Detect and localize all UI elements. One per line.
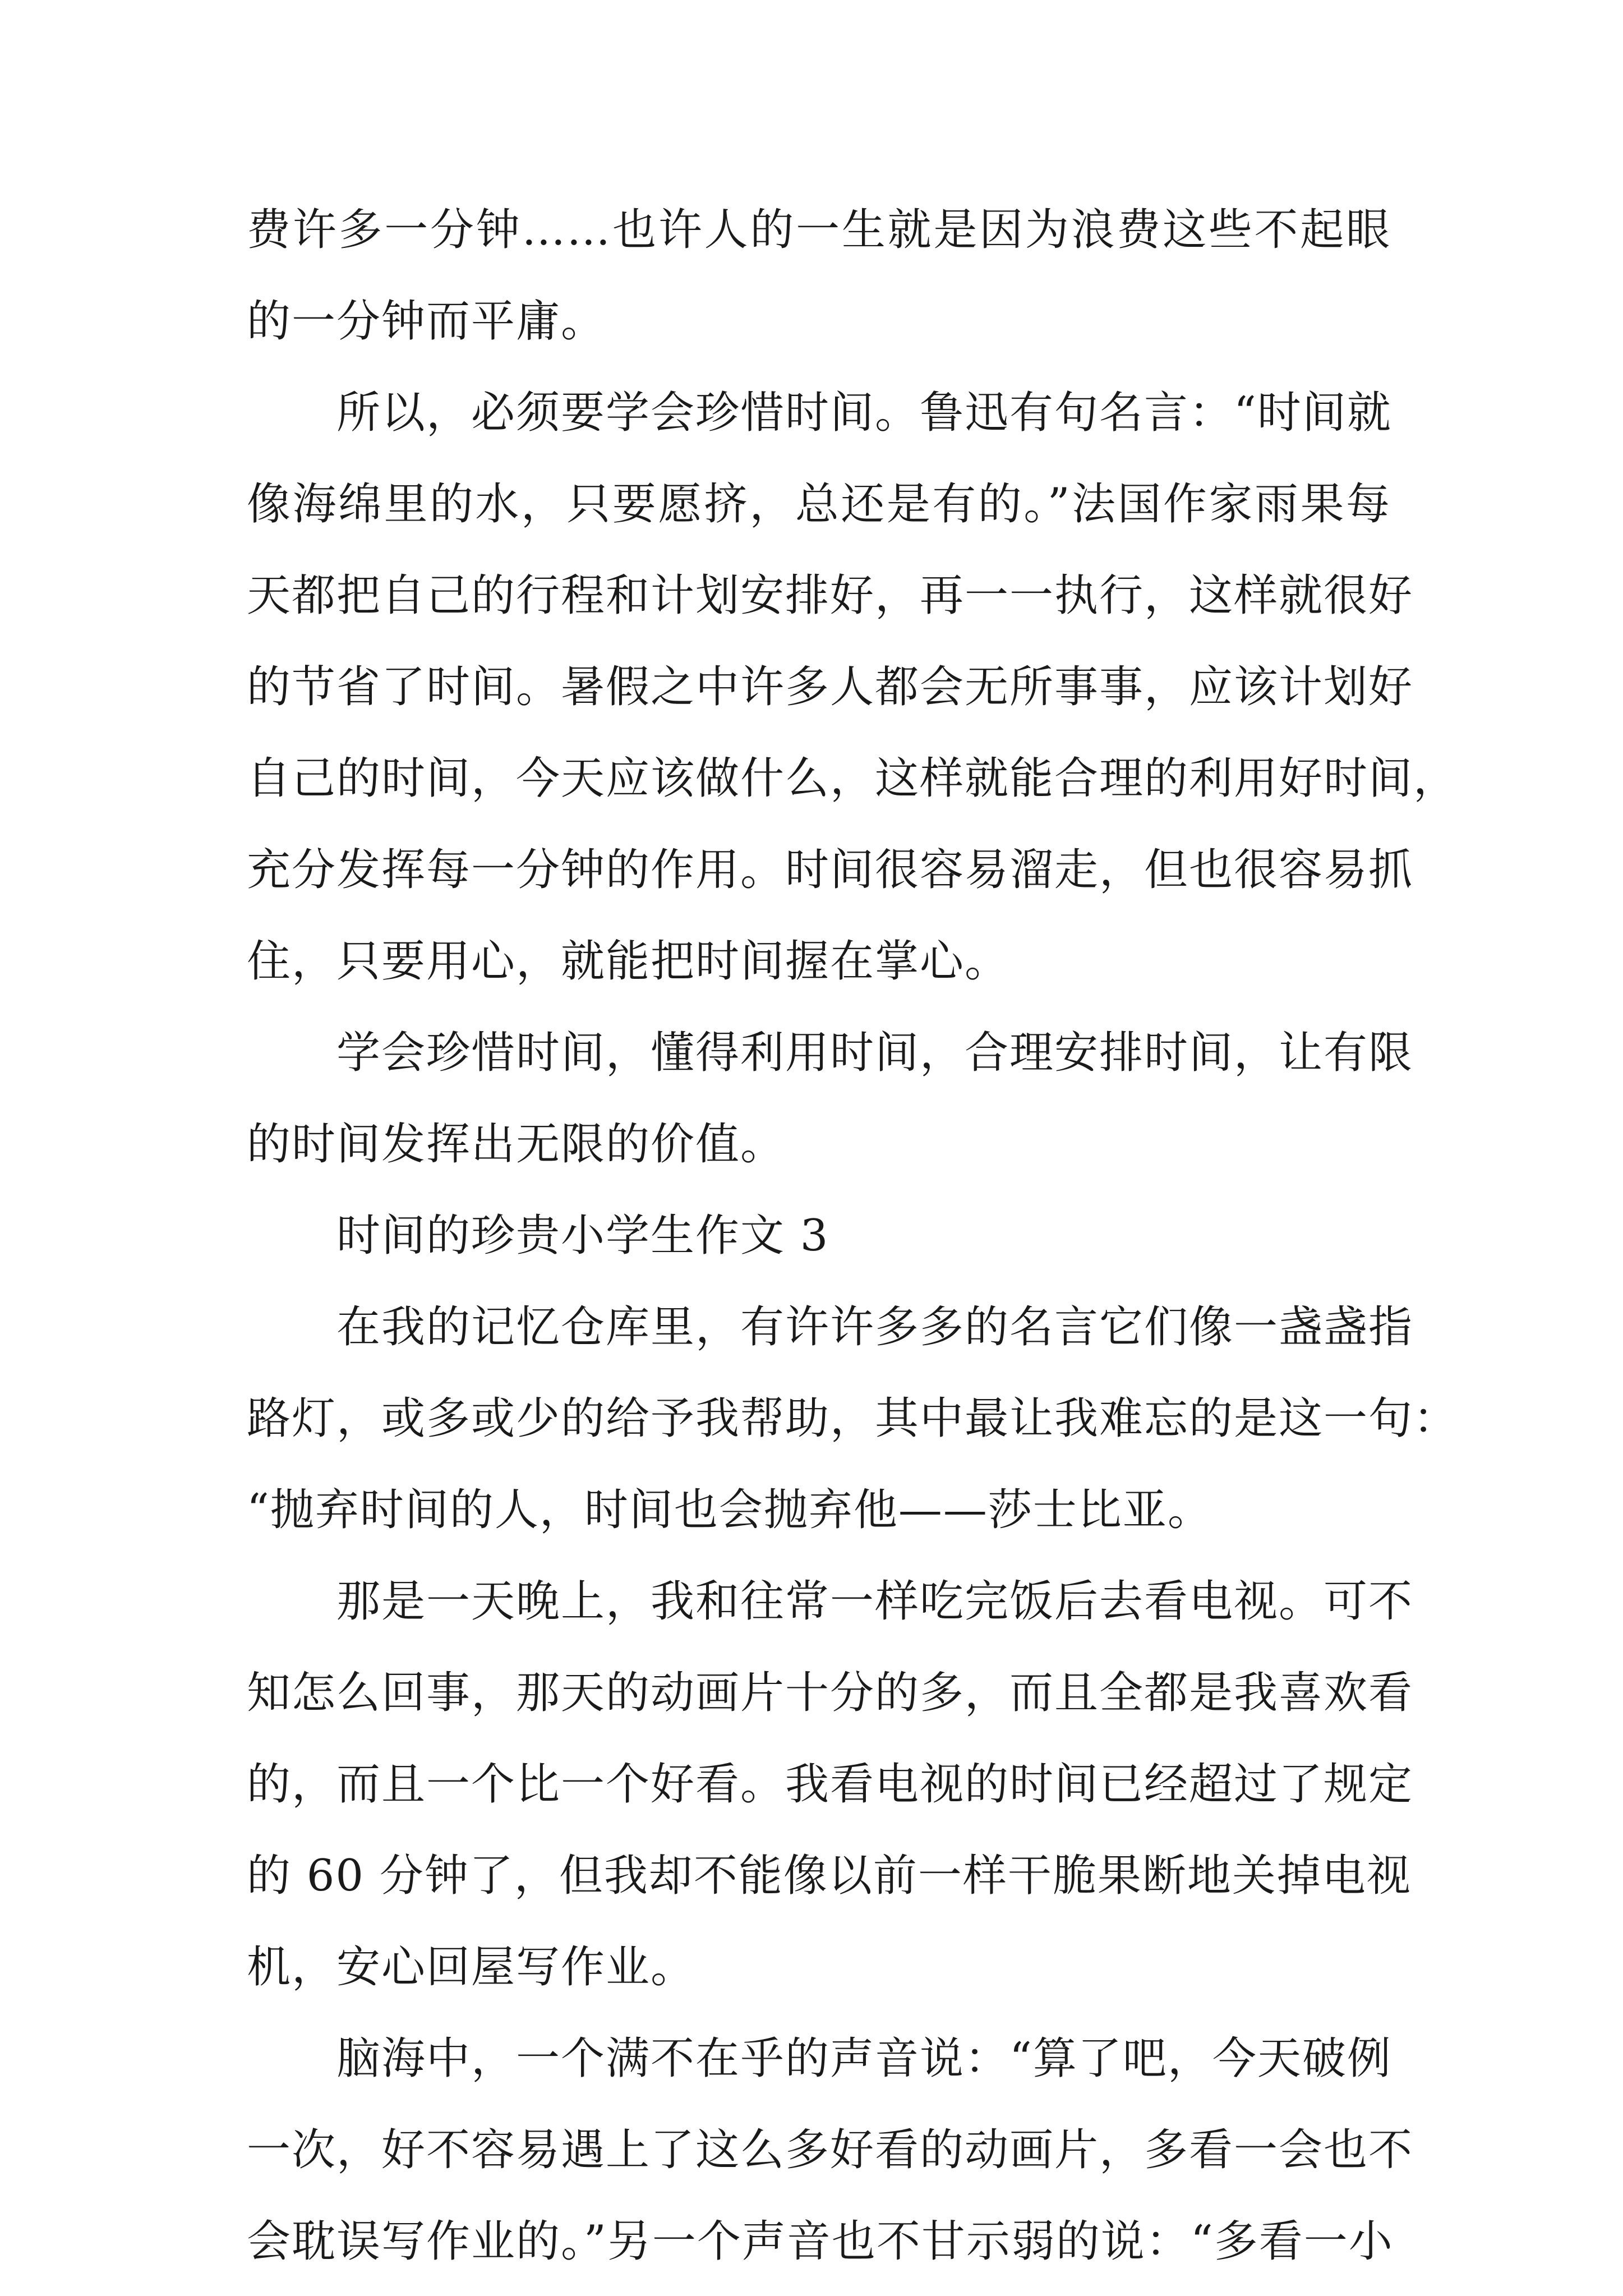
text-line: 自己的时间，今天应该做什么，这样就能合理的利用好时间， <box>247 753 1459 804</box>
text-line: 天都把自己的行程和计划安排好，再一一执行，这样就很好 <box>247 570 1414 621</box>
text-line: 费许多一分钟……也许人的一生就是因为浪费这些不起眼 <box>247 205 1391 255</box>
text-line: 的，而且一个比一个好看。我看电视的时间已经超过了规定 <box>247 1759 1414 1810</box>
text-line: 会耽误写作业的。”另一个声音也不甘示弱的说：“多看一小 <box>247 2216 1394 2267</box>
text-line: 住，只要用心，就能把时间握在掌心。 <box>247 936 1010 987</box>
paragraph-start-line: 所以，必须要学会珍惜时间。鲁迅有句名言：“时间就 <box>336 388 1392 438</box>
paragraph-start-line: 脑海中，一个满不在乎的声音说：“算了吧，今天破例 <box>336 2033 1392 2084</box>
text-line: 充分发挥每一分钟的作用。时间很容易溜走，但也很容易抓 <box>247 845 1414 895</box>
text-line: 知怎么回事，那天的动画片十分的多，而且全都是我喜欢看 <box>247 1668 1414 1718</box>
text-line: 的一分钟而平庸。 <box>247 296 606 347</box>
text-line: 的 60 分钟了，但我却不能像以前一样干脆果断地关掉电视 <box>247 1851 1412 1901</box>
text-line: 路灯，或多或少的给予我帮助，其中最让我难忘的是这一句： <box>247 1393 1459 1444</box>
section-heading: 时间的珍贵小学生作文 3 <box>336 1211 829 1261</box>
text-line: 一次，好不容易遇上了这么多好看的动画片，多看一会也不 <box>247 2125 1414 2175</box>
paragraph-start-line: 在我的记忆仓库里，有许许多多的名言它们像一盏盏指 <box>336 1302 1414 1352</box>
paragraph-start-line: 学会珍惜时间，懂得利用时间，合理安排时间，让有限 <box>336 1028 1414 1078</box>
text-line: “抛弃时间的人，时间也会抛弃他——莎士比亚。 <box>247 1485 1212 1535</box>
text-line: 机，安心回屋写作业。 <box>247 1942 696 1993</box>
text-line: 像海绵里的水，只要愿挤，总还是有的。”法国作家雨果每 <box>247 479 1391 530</box>
text-line: 的时间发挥出无限的价值。 <box>247 1119 786 1170</box>
text-line: 的节省了时间。暑假之中许多人都会无所事事，应该计划好 <box>247 662 1414 712</box>
paragraph-start-line: 那是一天晚上，我和往常一样吃完饭后去看电视。可不 <box>336 1576 1414 1627</box>
